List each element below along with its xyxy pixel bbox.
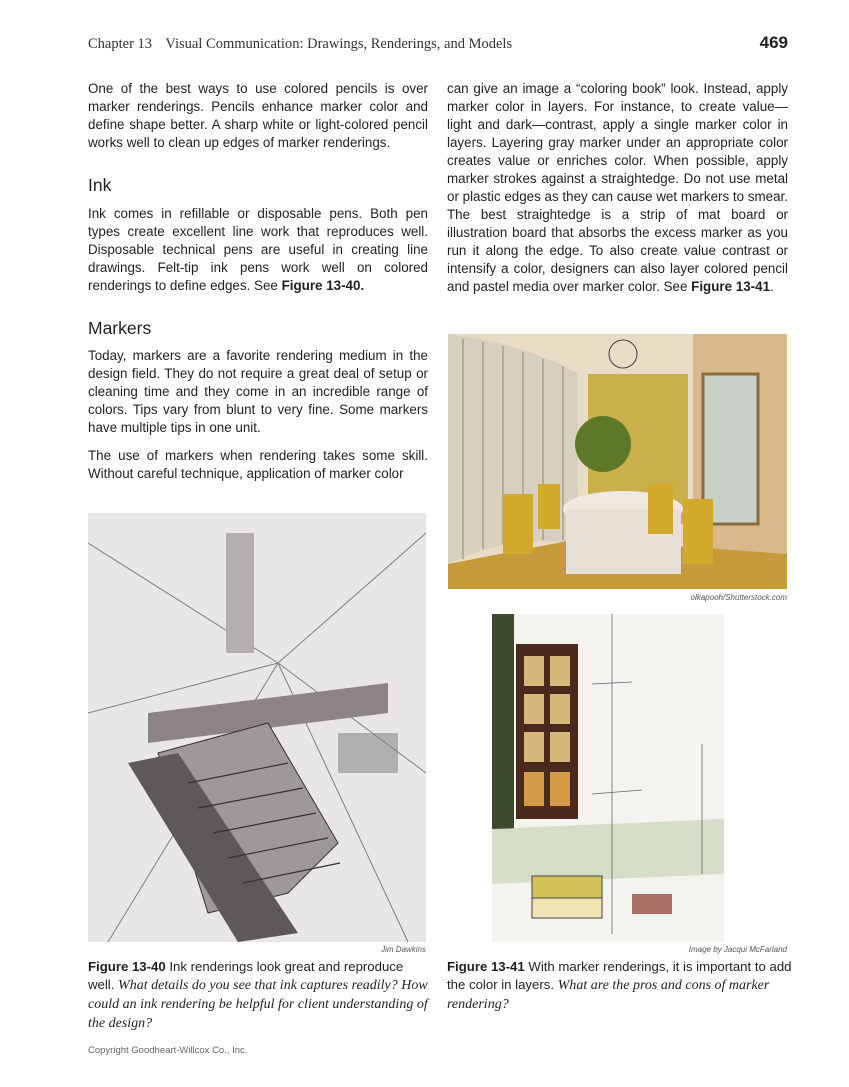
intro-paragraph [88, 80, 428, 162]
chapter-title: Visual Communication: Drawings, Renderings, and Models [165, 36, 513, 52]
dining-nook-marker-rendering [448, 334, 787, 589]
caption-text: With marker renderings, it is important to add the color in layers. [447, 959, 792, 992]
markers-p2: The use of markers when rendering takes some skill. Without careful technique, application of marker color [88, 448, 428, 481]
ink-paragraph [88, 205, 428, 305]
figure-13-41-credit: Image by Jacqui McFarland [688, 945, 787, 954]
figure-13-41-caption [447, 958, 792, 1014]
figure-ref-13-40: Figure 13-40. [281, 278, 365, 293]
copyright-footer: Copyright Goodheart-Willcox Co., Inc. [88, 1045, 248, 1056]
right-column-text [447, 80, 788, 306]
ink-heading: Ink [88, 175, 112, 195]
chapter-label: Chapter 13 [88, 36, 153, 52]
markers-p1: Today, markers are a favorite rendering medium in the design field. They do not require a great deal of setup or cleaning time and they come in an incredible range of colors. Tips vary from blunt to very fine. Some markers have multiple tips in one unit. [88, 348, 428, 435]
caption-question: What details do you see that ink captures readily? How could an ink rendering be helpful for client understanding of the design? [88, 978, 428, 1031]
dining-nook-credit: olkapooh/Shutterstock.com [690, 593, 787, 602]
period: . [770, 279, 774, 294]
right-text: can give an image a “coloring book” look. Instead, apply marker color in layers. For instance, to create value—light and dark—contrast, apply a single marker color in layers. Layering gray marker under an appropriate color creates value or enriches color. When possible, apply marker strokes against a straightedge. Do not use metal or plastic edges as they can cause wet markers to smear. The best straightedge is a strip of mat board or illustration board that absorbs the excess marker as you run it along the edge. To also create value contrast or intensify a color, designers can also layer colored pencil and pastel media over marker color. See [447, 81, 788, 294]
figure-13-41-marker-rendering [492, 614, 724, 942]
caption-question: What are the pros and cons of marker rendering? [447, 978, 770, 1012]
markers-paragraphs [88, 347, 428, 493]
figure-ref-13-41: Figure 13-41 [691, 279, 771, 294]
figure-label: Figure 13-41 [447, 959, 525, 974]
figure-13-40-caption [88, 958, 433, 1033]
figure-label: Figure 13-40 [88, 959, 166, 974]
caption-text: Ink renderings look great and reproduce well. [88, 959, 404, 992]
intro-text: One of the best ways to use colored pencils is over marker renderings. Pencils enhance marker color and define shape better. A sharp white or light-colored pencil works well to clean up edges of marker renderings. [88, 81, 428, 150]
markers-heading: Markers [88, 318, 152, 338]
page-number: 469 [759, 33, 788, 52]
figure-13-40-ink-rendering [88, 513, 426, 942]
running-header [88, 36, 512, 53]
figure-13-40-credit: Jim Dawkins [381, 945, 426, 954]
ink-text: Ink comes in refillable or disposable pens. Both pen types create excellent line work that reproduces well. Disposable technical pens are useful in creating line drawings. Felt-tip ink pens work well on colored renderings to define edges. See [88, 206, 428, 293]
